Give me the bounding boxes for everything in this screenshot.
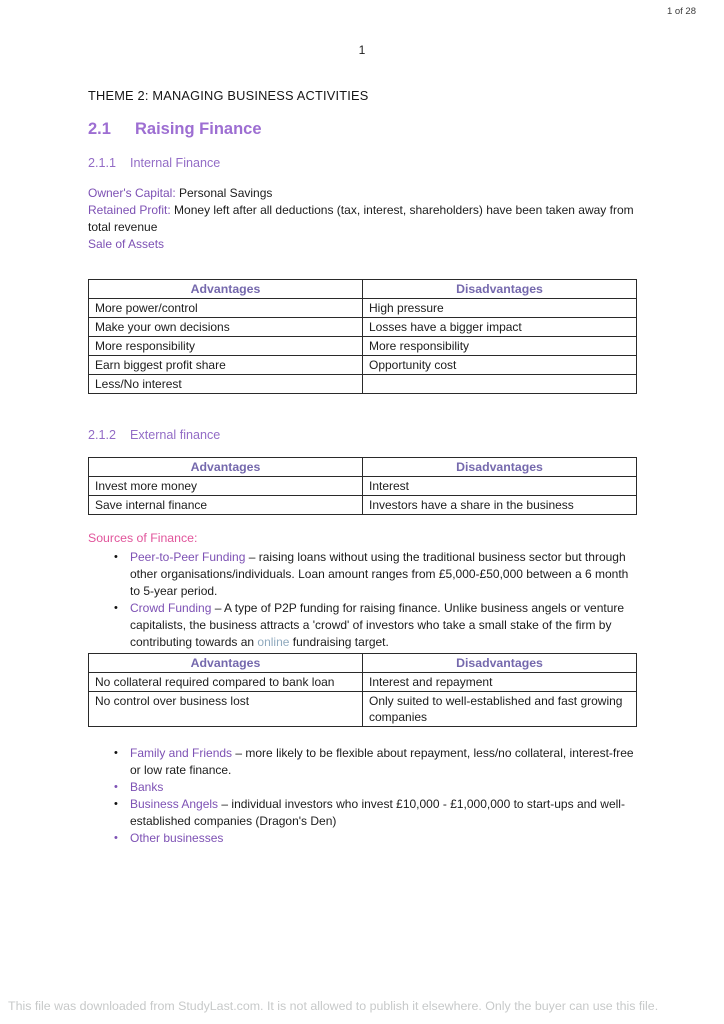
subsection-title: External finance — [130, 428, 221, 442]
table-cell: Invest more money — [89, 477, 363, 496]
table-cell — [363, 375, 637, 394]
bullet-icon: • — [114, 832, 118, 844]
crowdfunding-table — [88, 653, 637, 727]
list-item — [88, 745, 637, 779]
table-cell: More responsibility — [363, 337, 637, 356]
sources-of-finance-heading: Sources of Finance: — [88, 531, 198, 545]
table-cell: Make your own decisions — [89, 318, 363, 337]
list-item-text: Peer-to-Peer Funding – raising loans without using the traditional business sector but through other organisations/individuals. Loan amount ranges from £5,000-£50,000 between a 6 month to 5-year period. — [130, 550, 629, 598]
table-cell: Earn biggest profit share — [89, 356, 363, 375]
table-cell: No collateral required compared to bank loan — [89, 673, 363, 692]
column-header: Advantages — [89, 458, 363, 477]
column-header: Advantages — [89, 280, 363, 299]
section-number: 2.1 — [88, 120, 111, 138]
table-row — [89, 692, 637, 727]
subsection-heading-external-finance — [88, 428, 637, 442]
finance-term: Retained Profit: — [88, 203, 171, 217]
bullet-icon: • — [114, 551, 118, 563]
bullet-icon: • — [114, 798, 118, 810]
page-content — [88, 88, 637, 847]
page-number: 1 — [358, 43, 366, 57]
bullet-icon: • — [114, 602, 118, 614]
finance-term: Other businesses — [130, 831, 224, 845]
column-header: Advantages — [89, 654, 363, 673]
table-cell: Save internal finance — [89, 496, 363, 515]
header-row — [89, 458, 637, 477]
list-item — [88, 600, 637, 651]
intro-line: Retained Profit: Money left after all deductions (tax, interest, shareholders) have been taken away from total revenue — [88, 203, 634, 234]
column-header: Disadvantages — [363, 280, 637, 299]
list-item-text — [130, 779, 637, 796]
table-row — [89, 299, 637, 318]
table-row — [89, 356, 637, 375]
theme-title: THEME 2: MANAGING BUSINESS ACTIVITIES — [88, 88, 369, 103]
table-cell: More responsibility — [89, 337, 363, 356]
sources-list-1 — [88, 549, 637, 651]
header-row — [89, 654, 637, 673]
list-item — [88, 796, 637, 830]
table-row — [89, 477, 637, 496]
table-cell: More power/control — [89, 299, 363, 318]
finance-term: Family and Friends — [130, 746, 233, 760]
table-row — [89, 673, 637, 692]
page-indicator: 1 of 28 — [666, 6, 696, 17]
list-item — [88, 779, 637, 796]
finance-term: Peer-to-Peer Funding — [130, 550, 246, 564]
table-cell: Interest and repayment — [363, 673, 637, 692]
intro-paragraph — [88, 185, 637, 253]
table-cell: Losses have a bigger impact — [363, 318, 637, 337]
bullet-icon: • — [114, 781, 118, 793]
table-cell: Opportunity cost — [363, 356, 637, 375]
column-header: Disadvantages — [363, 458, 637, 477]
list-item-text — [130, 830, 637, 847]
table-cell: Investors have a share in the business — [363, 496, 637, 515]
subsection-title: Internal Finance — [130, 156, 221, 170]
section-title: Raising Finance — [135, 120, 262, 138]
subsection-number: 2.1.1 — [88, 156, 117, 170]
list-item-text: Business Angels – individual investors who invest £10,000 - £1,000,000 to start-ups and well-established companies (Dragon's Den) — [130, 797, 625, 828]
subsection-heading-internal-finance — [88, 156, 637, 170]
finance-term: Sale of Assets — [88, 237, 165, 251]
column-header: Disadvantages — [363, 654, 637, 673]
finance-term: Business Angels — [130, 797, 219, 811]
sources-list-2 — [88, 745, 637, 847]
list-item — [88, 549, 637, 600]
list-item-text: Family and Friends – more likely to be flexible about repayment, less/no collateral, interest-free or low rate finance. — [130, 746, 634, 777]
intro-line — [88, 236, 637, 253]
table-cell: Less/No interest — [89, 375, 363, 394]
watermark-footer: This file was downloaded from StudyLast.com. It is not allowed to publish it elsewhere. Only the buyer can use this file. — [8, 999, 659, 1013]
finance-term: Owner's Capital: — [88, 186, 176, 200]
online-link[interactable]: online — [257, 635, 290, 649]
section-heading-raising-finance — [88, 120, 637, 139]
table-cell: Only suited to well-established and fast growing companies — [363, 692, 637, 727]
table-row — [89, 496, 637, 515]
external-finance-table — [88, 457, 637, 515]
finance-term: Banks — [130, 780, 164, 794]
finance-term: Crowd Funding — [130, 601, 212, 615]
internal-finance-table — [88, 279, 637, 394]
table-row — [89, 318, 637, 337]
subsection-number: 2.1.2 — [88, 428, 117, 442]
bullet-icon: • — [114, 747, 118, 759]
table-row — [89, 337, 637, 356]
table-cell: Interest — [363, 477, 637, 496]
intro-line: Owner's Capital: Personal Savings — [88, 186, 273, 200]
table-row — [89, 375, 637, 394]
table-cell: High pressure — [363, 299, 637, 318]
table-cell: No control over business lost — [89, 692, 363, 727]
header-row — [89, 280, 637, 299]
list-item — [88, 830, 637, 847]
list-item-text: Crowd Funding – A type of P2P funding for raising finance. Unlike business angels or venture capitalists, the business attracts a 'crowd' of investors who take a small stake of the firm by contributing towards an online fundraising target. — [130, 601, 625, 649]
